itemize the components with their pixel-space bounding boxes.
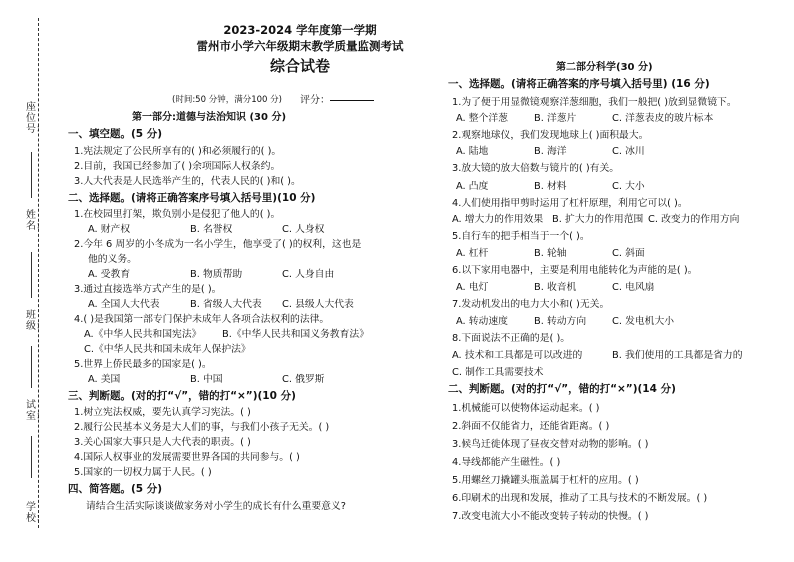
choice-q1: 1.在校园里打架，欺负别小是侵犯了他人的( )。 [74, 209, 281, 220]
sci-choice-q7-opt-c: C. 发电机大小 [612, 316, 675, 327]
choice-q2-opt-b: B. 物质帮助 [190, 269, 243, 280]
sci-judge-q3: 3.候鸟迁徙体现了昼夜交替对动物的影响。( ) [452, 439, 649, 450]
sci-judge-q7: 7.改变电流大小不能改变转子转动的快慢。( ) [452, 511, 649, 522]
fill-q1: 1.宪法规定了公民所享有的( )和必须履行的( )。 [74, 146, 282, 157]
part2-title: 第二部分科学(30 分) [556, 62, 653, 73]
sci-judge-q1: 1.机械能可以使物体运动起来。( ) [452, 403, 600, 414]
choice-q4: 4.( )是我国第一部专门保护未成年人各项合法权利的法律。 [74, 314, 330, 325]
binding-dashed-line [38, 18, 39, 528]
judge-q1: 1.树立宪法权威，要先认真学习宪法。( ) [74, 407, 251, 418]
school-label: 学校： [26, 502, 46, 524]
sci-choice-q1-opt-c: C. 洋葱表皮的玻片标本 [612, 113, 714, 124]
right-sec2-title: 二、判断题。(对的打“√”，错的打“×”)(14 分) [448, 383, 676, 395]
sci-choice-q1-opt-b: B. 洋葱片 [534, 113, 577, 124]
left-sec3-title: 三、判断题。(对的打“√”，错的打“×”)(10 分) [68, 390, 296, 402]
sci-choice-q4: 4.人们使用指甲剪时运用了杠杆原理，利用它可以( )。 [452, 198, 688, 209]
part1-title: 第一部分:道德与法治知识 (30 分) [132, 112, 287, 123]
class-field[interactable] [31, 346, 32, 388]
sci-choice-q6: 6.以下家用电器中，主要是利用电能转化为声能的是( )。 [452, 265, 698, 276]
choice-q3-opt-c: C. 县级人大代表 [282, 299, 354, 310]
sci-choice-q1-opt-a: A. 整个洋葱 [456, 113, 508, 124]
left-sec2-title: 二、选择题。(请将正确答案序号填入括号里)(10 分) [68, 192, 316, 204]
sci-choice-q3-opt-c: C. 大小 [612, 181, 645, 192]
judge-q4: 4.国际人权事业的发展需要世界各国的共同参与。( ) [74, 452, 300, 463]
sci-choice-q7: 7.发动机发出的电力大小和( )无关。 [452, 299, 610, 310]
sci-choice-q1: 1.为了便于用显微镜观察洋葱细胞，我们一般把( )放到显微镜下。 [452, 97, 737, 108]
sci-choice-q4-opt-a: A. 增大力的作用效果 [452, 214, 544, 225]
sci-choice-q6-opt-c: C. 电风扇 [612, 282, 655, 293]
sci-choice-q8-opt-c: C. 制作工具需要技术 [452, 367, 544, 378]
choice-q4-opt-a: A.《中华人民共和国宪法》 [84, 329, 202, 340]
choice-q3-opt-a: A. 全国人大代表 [88, 299, 160, 310]
choice-q1-opt-c: C. 人身权 [282, 224, 325, 235]
fill-q2: 2.目前，我国已经参加了( )余项国际人权条约。 [74, 161, 281, 172]
sci-judge-q5: 5.用螺丝刀撬罐头瓶盖属于杠杆的应用。( ) [452, 475, 639, 486]
sci-choice-q7-opt-a: A. 转动速度 [456, 316, 508, 327]
sci-choice-q4-opt-c: C. 改变力的作用方向 [648, 214, 740, 225]
sci-choice-q5: 5.自行车的把手相当于一个( )。 [452, 231, 590, 242]
sci-judge-q4: 4.导线都能产生磁性。( ) [452, 457, 561, 468]
sci-choice-q2-opt-b: B. 海洋 [534, 146, 567, 157]
short-answer-prompt: 请结合生活实际谈谈做家务对小学生的成长有什么重要意义? [86, 501, 346, 512]
sci-choice-q2-opt-a: A. 陆地 [456, 146, 489, 157]
choice-q5: 5.世界上侨民最多的国家是( )。 [74, 359, 212, 370]
sci-choice-q3-opt-b: B. 材料 [534, 181, 567, 192]
sci-judge-q6: 6.印刷术的出现和发展，推动了工具与技术的不断发展。( ) [452, 493, 708, 504]
exam-room-label: 试室： [26, 400, 46, 422]
fill-q3: 3.人大代表是人民选举产生的，代表人民的( )和( )。 [74, 176, 301, 187]
choice-q5-opt-c: C. 俄罗斯 [282, 374, 325, 385]
choice-q1-opt-a: A. 财产权 [88, 224, 131, 235]
choice-q1-opt-b: B. 名誉权 [190, 224, 233, 235]
sci-choice-q2-opt-c: C. 冰川 [612, 146, 645, 157]
choice-q2: 2.今年 6 周岁的小冬成为一名小学生，他享受了( )的权利，这也是 [74, 239, 362, 250]
score-label: 评分： [300, 95, 330, 106]
choice-q2-opt-a: A. 受教育 [88, 269, 131, 280]
choice-q2-opt-c: C. 人身自由 [282, 269, 335, 280]
sci-choice-q4-opt-b: B. 扩大力的作用范围 [552, 214, 644, 225]
class-label: 班级： [26, 310, 46, 332]
sci-choice-q8-opt-a: A. 技术和工具都是可以改进的 [452, 350, 583, 361]
name-label: 姓名： [26, 210, 46, 232]
sci-choice-q5-opt-b: B. 轮轴 [534, 248, 567, 259]
exam-name-line: 雷州市小学六年级期末教学质量监测考试 [196, 39, 404, 53]
sci-choice-q8: 8.下面说法不正确的是( )。 [452, 333, 571, 344]
exam-room-field[interactable] [31, 436, 32, 478]
sci-choice-q6-opt-b: B. 收音机 [534, 282, 577, 293]
sci-choice-q5-opt-c: C. 斜面 [612, 248, 645, 259]
name-field[interactable] [31, 252, 32, 298]
paper-title: 综合试卷 [269, 57, 330, 75]
sci-choice-q8-opt-b: B. 我们使用的工具都是省力的 [612, 350, 743, 361]
judge-q5: 5.国家的一切权力属于人民。( ) [74, 467, 212, 478]
choice-q3: 3.通过直接选举方式产生的是( )。 [74, 284, 222, 295]
left-sec1-title: 一、填空题。(5 分) [68, 128, 163, 140]
right-sec1-title: 一、选择题。(请将正确答案的序号填入括号里) (16 分) [448, 78, 710, 90]
choice-q2-cont: 他的义务。 [88, 254, 137, 265]
seat-number-field[interactable] [31, 152, 32, 198]
sci-choice-q7-opt-b: B. 转动方向 [534, 316, 587, 327]
choice-q3-opt-b: B. 省级人大代表 [190, 299, 262, 310]
choice-q5-opt-a: A. 美国 [88, 374, 121, 385]
left-sec4-title: 四、简答题。(5 分) [68, 483, 163, 495]
choice-q5-opt-b: B. 中国 [190, 374, 223, 385]
choice-q4-opt-b: B.《中华人民共和国义务教育法》 [222, 329, 369, 340]
time-info: (时间:50 分钟，满分100 分) [172, 95, 282, 105]
sci-choice-q5-opt-a: A. 杠杆 [456, 248, 489, 259]
score-field[interactable] [330, 100, 374, 101]
sci-judge-q2: 2.斜面不仅能省力，还能省距离。( ) [452, 421, 610, 432]
sci-choice-q3: 3.放大镜的放大倍数与镜片的( )有关。 [452, 163, 620, 174]
judge-q2: 2.履行公民基本义务是大人们的事，与我们小孩子无关。( ) [74, 422, 330, 433]
sci-choice-q2: 2.观察地球仪，我们发现地球上( )面积最大。 [452, 130, 649, 141]
sci-choice-q6-opt-a: A. 电灯 [456, 282, 489, 293]
choice-q4-opt-c: C.《中华人民共和国未成年人保护法》 [84, 344, 251, 355]
sci-choice-q3-opt-a: A. 凸度 [456, 181, 489, 192]
school-year-line: 2023-2024 学年度第一学期 [223, 23, 377, 37]
seat-number-label: 座位号： [26, 102, 46, 135]
judge-q3: 3.关心国家大事只是人大代表的职责。( ) [74, 437, 251, 448]
